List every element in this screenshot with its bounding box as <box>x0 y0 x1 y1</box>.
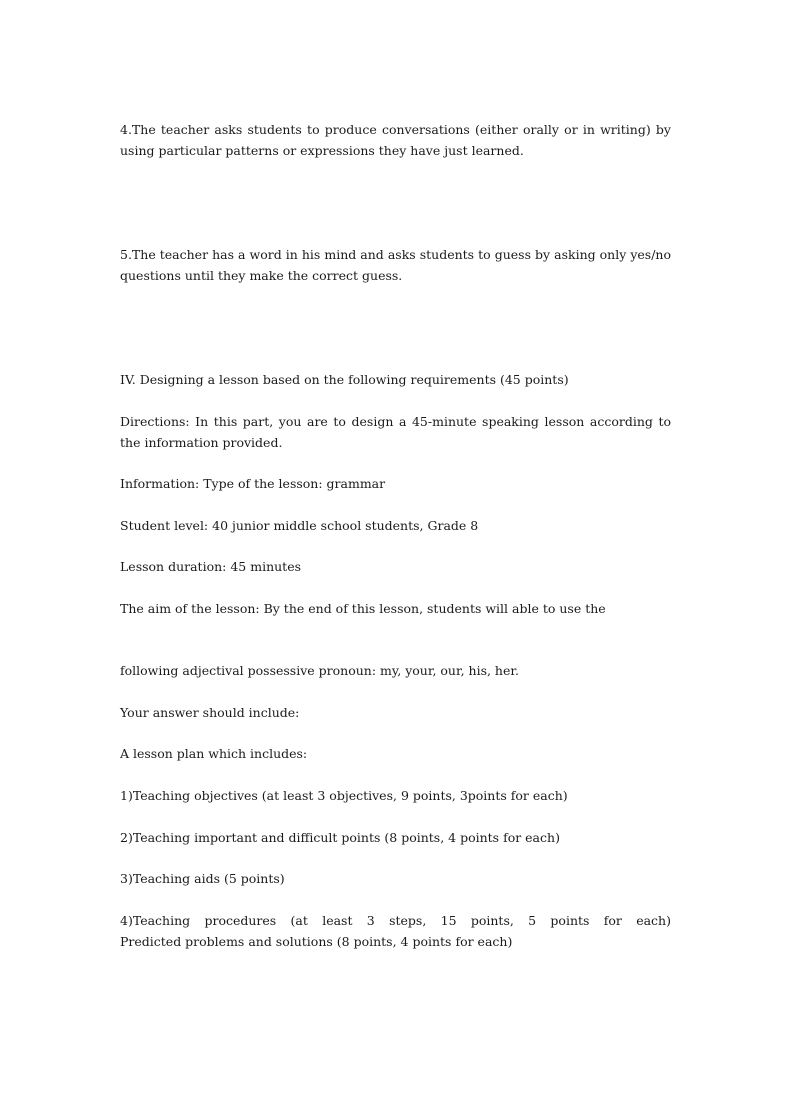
question-item-4: 4.The teacher asks students to produce conversations (either orally or in writing) by using particular patterns or expressions they have just learned. <box>120 122 671 158</box>
question-item-5: 5.The teacher has a word in his mind and asks students to guess by asking only yes/no questions until they make the correct guess. <box>120 247 671 283</box>
directions-paragraph: Directions: In this part, you are to design a 45-minute speaking lesson according to the information provided. <box>120 414 671 450</box>
lesson-aim: The aim of the lesson: By the end of this lesson, students will able to use the <box>120 601 606 616</box>
requirement-5: Predicted problems and solutions (8 points, 4 points for each) <box>120 934 513 949</box>
requirement-3: 3)Teaching aids (5 points) <box>120 871 285 886</box>
lesson-plan-includes: A lesson plan which includes: <box>120 746 308 761</box>
requirement-4-5-block <box>120 910 671 952</box>
requirement-2: 2)Teaching important and difficult points (8 points, 4 points for each) <box>120 830 560 845</box>
lesson-aim-continued: following adjectival possessive pronoun: my, your, our, his, her. <box>120 663 519 678</box>
information-type: Information: Type of the lesson: grammar <box>120 476 386 491</box>
requirement-4: 4)Teaching procedures (at least 3 steps, 15 points, 5 points for each) <box>120 913 671 928</box>
section-heading: IV. Designing a lesson based on the following requirements (45 points) <box>120 372 569 387</box>
answer-should-include: Your answer should include: <box>120 705 300 720</box>
student-level: Student level: 40 junior middle school students, Grade 8 <box>120 518 479 533</box>
requirement-1: 1)Teaching objectives (at least 3 objectives, 9 points, 3points for each) <box>120 788 568 803</box>
lesson-duration: Lesson duration: 45 minutes <box>120 559 302 574</box>
